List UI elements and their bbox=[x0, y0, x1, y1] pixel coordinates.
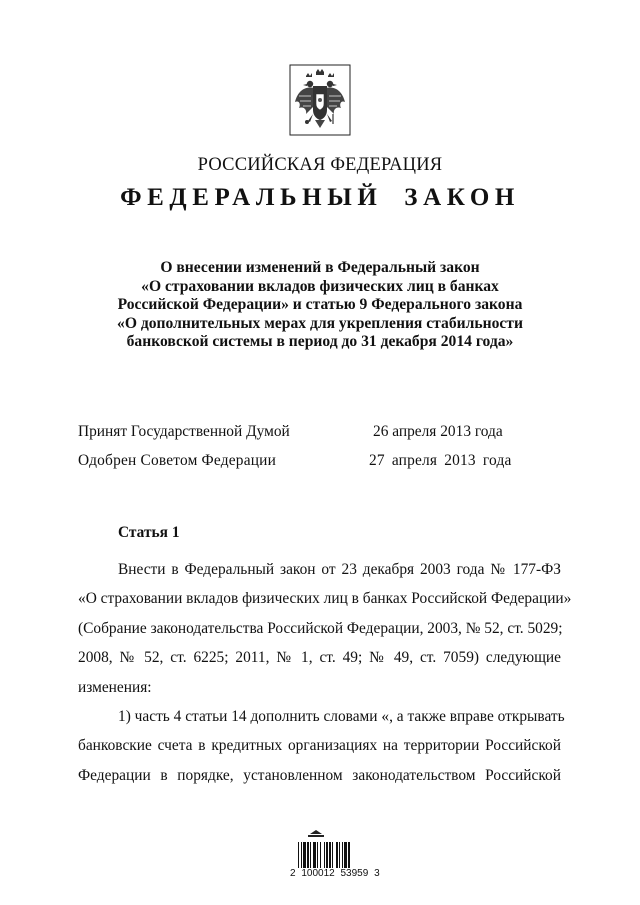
coat-of-arms-icon bbox=[289, 64, 351, 136]
adoption-duma-row bbox=[78, 423, 503, 441]
law-title-line: «О дополнительных мерах для укрепления стабильности bbox=[117, 314, 523, 332]
country-name: РОССИЙСКАЯ ФЕДЕРАЦИЯ bbox=[197, 155, 443, 175]
approval-federation-council-label: Одобрен Советом Федерации bbox=[78, 452, 277, 469]
article-heading: Статья 1 bbox=[118, 524, 180, 541]
article-line: (Собрание законодательства Российской Федерации, 2003, № 52, ст. 5029; bbox=[78, 619, 563, 637]
article-line: изменения: bbox=[78, 678, 152, 696]
approval-federation-council-date: 27 апреля 2013 года bbox=[369, 452, 512, 469]
article-body bbox=[78, 555, 572, 790]
adoption-duma-date: 26 апреля 2013 года bbox=[373, 423, 503, 440]
article-line: банковские счета в кредитных организациях на территории Российской bbox=[78, 737, 561, 755]
barcode-number: 2 100012 53959 3 bbox=[290, 868, 380, 879]
law-title-line: «О страховании вкладов физических лиц в банках bbox=[141, 277, 499, 295]
article-line: 1) часть 4 статьи 14 дополнить словами «, а также вправе открывать bbox=[118, 707, 565, 725]
barcode-icon bbox=[296, 828, 382, 868]
article-line: Внести в Федеральный закон от 23 декабря 2003 года № 177-ФЗ bbox=[118, 561, 561, 578]
approval-federation-council-row bbox=[78, 452, 512, 470]
article-line: 2008, № 52, ст. 6225; 2011, № 1, ст. 49; № 49, ст. 7059) следующие bbox=[78, 649, 561, 667]
law-title-line: Российской Федерации» и статью 9 Федерального закона bbox=[117, 296, 523, 314]
document-type: ФЕДЕРАЛЬНЫЙ ЗАКОН bbox=[120, 184, 520, 211]
law-title-line: О внесении изменений в Федеральный закон bbox=[160, 259, 480, 276]
article-line: «О страховании вкладов физических лиц в банках Российской Федерации» bbox=[78, 590, 572, 608]
law-title-line: банковской системы в период до 31 декабря 2014 года» bbox=[126, 333, 514, 351]
article-line: Федерации в порядке, установленном законодательством Российской bbox=[78, 766, 561, 784]
adoption-duma-label: Принят Государственной Думой bbox=[78, 423, 290, 440]
law-title bbox=[60, 259, 580, 352]
